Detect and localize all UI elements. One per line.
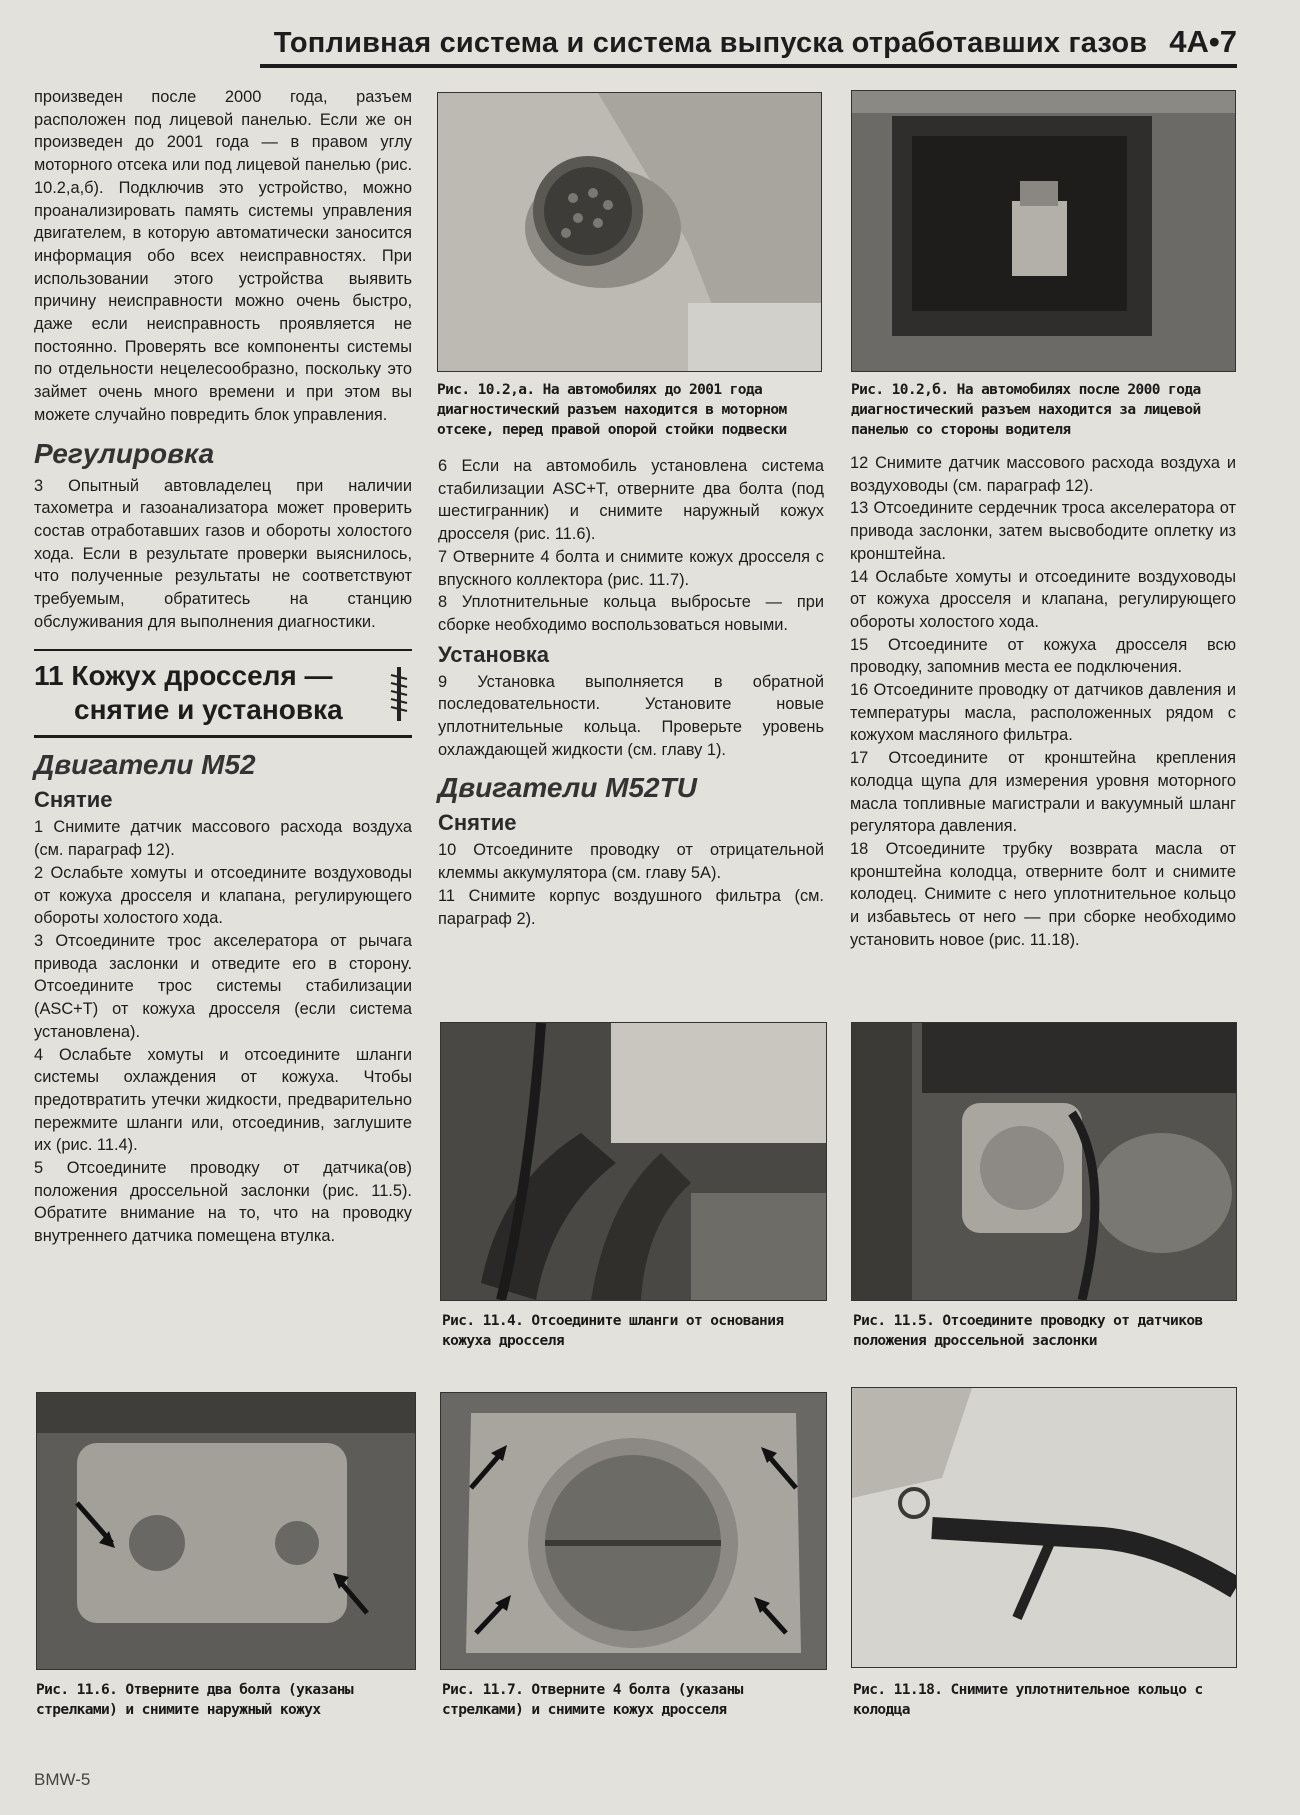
step-9: 9 Установка выполняется в обратной последовательности. Установите новые уплотнительные кольца. Проверьте уровень охлаждающей жидкости (см. главу 1). — [438, 672, 824, 759]
step-1: 1 Снимите датчик массового расхода воздуха (см. параграф 12). — [34, 818, 412, 860]
step-8: 8 Уплотнительные кольца выбросьте — при сборке необходимо воспользоваться новыми. — [438, 593, 824, 634]
step-17: 17 Отсоедините от кронштейна крепления колодца щупа для измерения уровня моторного масла топливные магистрали и вакуумный шланг регулятора давления. — [850, 749, 1236, 836]
step-13: 13 Отсоедините сердечник троса акселератора от привода заслонки, затем высвободите оплетку из кронштейна. — [850, 499, 1236, 563]
column-left — [34, 86, 412, 1248]
section-11-title — [34, 649, 412, 738]
step-5: 5 Отсоедините проводку от датчика(ов) положения дроссельной заслонки (рис. 11.5). Обратите внимание на то, что на проводку внутреннего датчика помещена втулка. — [34, 1159, 412, 1246]
caption-fig-11-5: Рис. 11.5. Отсоедините проводку от датчиков положения дроссельной заслонки — [853, 1313, 1203, 1349]
adjust-heading: Регулировка — [34, 437, 215, 469]
install-heading: Установка — [438, 641, 550, 667]
caption-fig-10-2b: Рис. 10.2,б. На автомобилях после 2000 года диагностический разъем находится за лицевой панелью со стороны водителя — [851, 382, 1201, 438]
step-18: 18 Отсоедините трубку возврата масла от кронштейна колодца, отверните болт и снимите колодец. Снимите с него уплотнительное кольцо и избавьтесь от него — при сборке необходимо установить новое (рис. 11.18). — [850, 839, 1236, 949]
intro-paragraph: произведен после 2000 года, разъем расположен под лицевой панелью. Если же он произведен до 2001 года — в правом углу моторного отсека или под лицевой панелью (рис. 10.2,а,б). Подключив это устройство, можно проанализировать память системы управления двигателем, в которую автоматически заносится информация обо всех неисправностях. При использовании этого устройства выявить причину неисправности можно очень быстро, даже если неисправность проявляется не постоянно. Проверять все компоненты системы по отдельности нецелесообразно, поскольку это займет очень много времени и при этом вы можете случайно повредить блок управления. — [34, 88, 412, 424]
caption-fig-11-18: Рис. 11.18. Снимите уплотнительное кольцо с колодца — [853, 1682, 1203, 1718]
removal-heading: Снятие — [34, 787, 113, 813]
step-4: 4 Ослабьте хомуты и отсоедините шланги системы охлаждения от кожуха. Чтобы предотвратить утечки жидкости, предварительно пережмите шланги или, отсоединив, заглушите их (рис. 11.4). — [34, 1045, 412, 1155]
caption-fig-10-2a: Рис. 10.2,а. На автомобилях до 2001 года диагностический разъем находится в моторном отсеке, перед правой опорой стойки подвески — [437, 382, 787, 438]
section-title-line-1: 11 Кожух дросселя — — [34, 660, 333, 692]
column-middle — [438, 455, 824, 930]
step-6: 6 Если на автомобиль установлена система стабилизации ASC+T, отверните два болта (под шестигранник) и снимите наружный кожух дросселя (рис. 11.6). — [438, 457, 824, 544]
photo-fig-10-2b — [851, 90, 1236, 372]
page-header — [260, 22, 1237, 60]
photo-fig-10-2a — [437, 92, 822, 372]
step-12: 12 Снимите датчик массового расхода воздуха и воздуховоды (см. параграф 12). — [850, 454, 1236, 495]
step-15: 15 Отсоедините от кожуха дросселя всю проводку, запомнив места ее подключения. — [850, 635, 1236, 677]
step-16: 16 Отсоедините проводку от датчиков давления и температуры масла, расположенных рядом с кожухом масляного фильтра. — [850, 681, 1236, 745]
step-3: 3 Отсоедините трос акселератора от рычага привода заслонки и отведите его в сторону. Отсоедините трос системы стабилизации (ASC+T) от кожуха дросселя (если система установлена). — [34, 931, 412, 1041]
step-7: 7 Отверните 4 болта и снимите кожух дросселя с впускного коллектора (рис. 11.7). — [438, 547, 824, 589]
page-footer-code: BMW-5 — [34, 1770, 91, 1789]
page-number: 4A•7 — [1169, 24, 1237, 59]
adjust-paragraph: 3 Опытный автовладелец при наличии тахометра и газоанализатора может проверить состав отработавших газов и обороты холостого хода. Если в результате проверки выяснилось, что полученные результаты не соответствуют требуемым, обратитесь на станцию обслуживания для выполнения диагностики. — [34, 476, 412, 631]
chapter-title: Топливная система и система выпуска отработавших газов — [273, 27, 1148, 59]
column-right — [850, 452, 1236, 951]
caption-fig-11-7: Рис. 11.7. Отверните 4 болта (указаны стрелками) и снимите кожух дросселя — [442, 1682, 743, 1718]
step-11: 11 Снимите корпус воздушного фильтра (см. параграф 2). — [438, 886, 824, 928]
photo-fig-11-5 — [851, 1022, 1237, 1301]
engine-m52-heading: Двигатели M52 — [34, 749, 256, 781]
wrench-icon — [388, 665, 410, 723]
engine-m52tu-heading: Двигатели M52TU — [438, 772, 697, 804]
photo-fig-11-6 — [36, 1392, 416, 1670]
section-title-line-2: снятие и установка — [74, 694, 343, 726]
removal-heading-2: Снятие — [438, 810, 517, 836]
photo-fig-11-4 — [440, 1022, 827, 1301]
step-10: 10 Отсоедините проводку от отрицательной клеммы аккумулятора (см. главу 5A). — [438, 841, 824, 883]
step-14: 14 Ослабьте хомуты и отсоедините воздуховоды от кожуха дросселя и клапана, регулирующего обороты холостого хода. — [850, 567, 1236, 631]
caption-fig-11-6: Рис. 11.6. Отверните два болта (указаны стрелками) и снимите наружный кожух — [36, 1682, 354, 1718]
photo-fig-11-18 — [851, 1387, 1237, 1668]
header-rule — [260, 64, 1237, 68]
step-2: 2 Ослабьте хомуты и отсоедините воздуховоды от кожуха дросселя и клапана, регулирующего обороты холостого хода. — [34, 863, 412, 928]
photo-fig-11-7 — [440, 1392, 827, 1670]
caption-fig-11-4: Рис. 11.4. Отсоедините шланги от основания кожуха дросселя — [442, 1313, 784, 1349]
